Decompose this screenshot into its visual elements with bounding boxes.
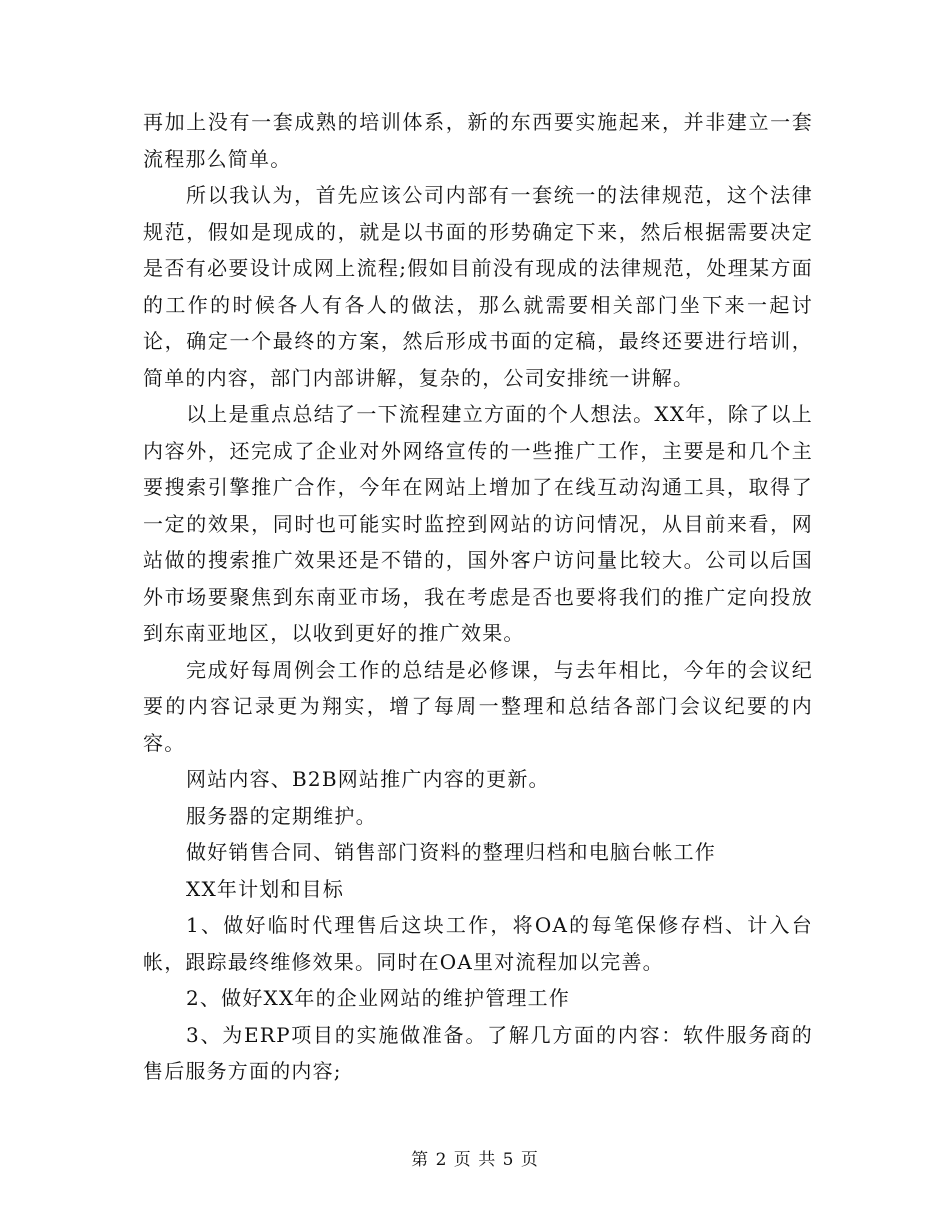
document-body <box>143 104 813 1090</box>
paragraph-7: 做好销售合同、销售部门资料的整理归档和电脑台帐工作 <box>186 840 716 864</box>
paragraph-6: 服务器的定期维护。 <box>186 803 377 828</box>
paragraph-2: 所以我认为，首先应该公司内部有一套统一的法律规范，这个法律规范，假如是现成的，就是以书面的形势确定下来，然后根据需要决定是否有必要设计成网上流程;假如目前没有现成的法律规范，处理某方面的工作的时候各人有各人的做法，那么就需要相关部门坐下来一起讨论，确定一个最终的方案，然后形成书面的定稿，最终还要进行培训，简单的内容，部门内部讲解，复杂的，公司安排统一讲解。 <box>143 183 813 390</box>
paragraph-4: 完成好每周例会工作的总结是必修课，与去年相比，今年的会议纪要的内容记录更为翔实，增了每周一整理和总结各部门会议纪要的内容。 <box>143 657 813 755</box>
paragraph-3: 以上是重点总结了一下流程建立方面的个人想法。XX年，除了以上内容外，还完成了企业对外网络宣传的一些推广工作，主要是和几个主要搜索引擎推广合作，今年在网站上增加了在线互动沟通工具，取得了一定的效果，同时也可能实时监控到网站的访问情况，从目前来看，网站做的搜索推广效果还是不错的，国外客户访问量比较大。公司以后国外市场要聚焦到东南亚市场，我在考虑是否也要将我们的推广定向投放到东南亚地区，以收到更好的推广效果。 <box>143 402 813 645</box>
paragraph-9: 1、做好临时代理售后这块工作，将OA的每笔保修存档、计入台帐，跟踪最终维修效果。同时在OA里对流程加以完善。 <box>143 913 813 974</box>
paragraph-10: 2、做好XX年的企业网站的维护管理工作 <box>186 986 571 1010</box>
paragraph-1: 再加上没有一套成熟的培训体系，新的东西要实施起来，并非建立一套流程那么简单。 <box>143 110 813 171</box>
paragraph-5: 网站内容、B2B网站推广内容的更新。 <box>186 767 550 791</box>
page-footer: 第 2 页 共 5 页 <box>411 1150 539 1170</box>
paragraph-11: 3、为ERP项目的实施做准备。了解几方面的内容：软件服务商的售后服务方面的内容; <box>143 1022 813 1083</box>
paragraph-8: XX年计划和目标 <box>186 876 345 901</box>
